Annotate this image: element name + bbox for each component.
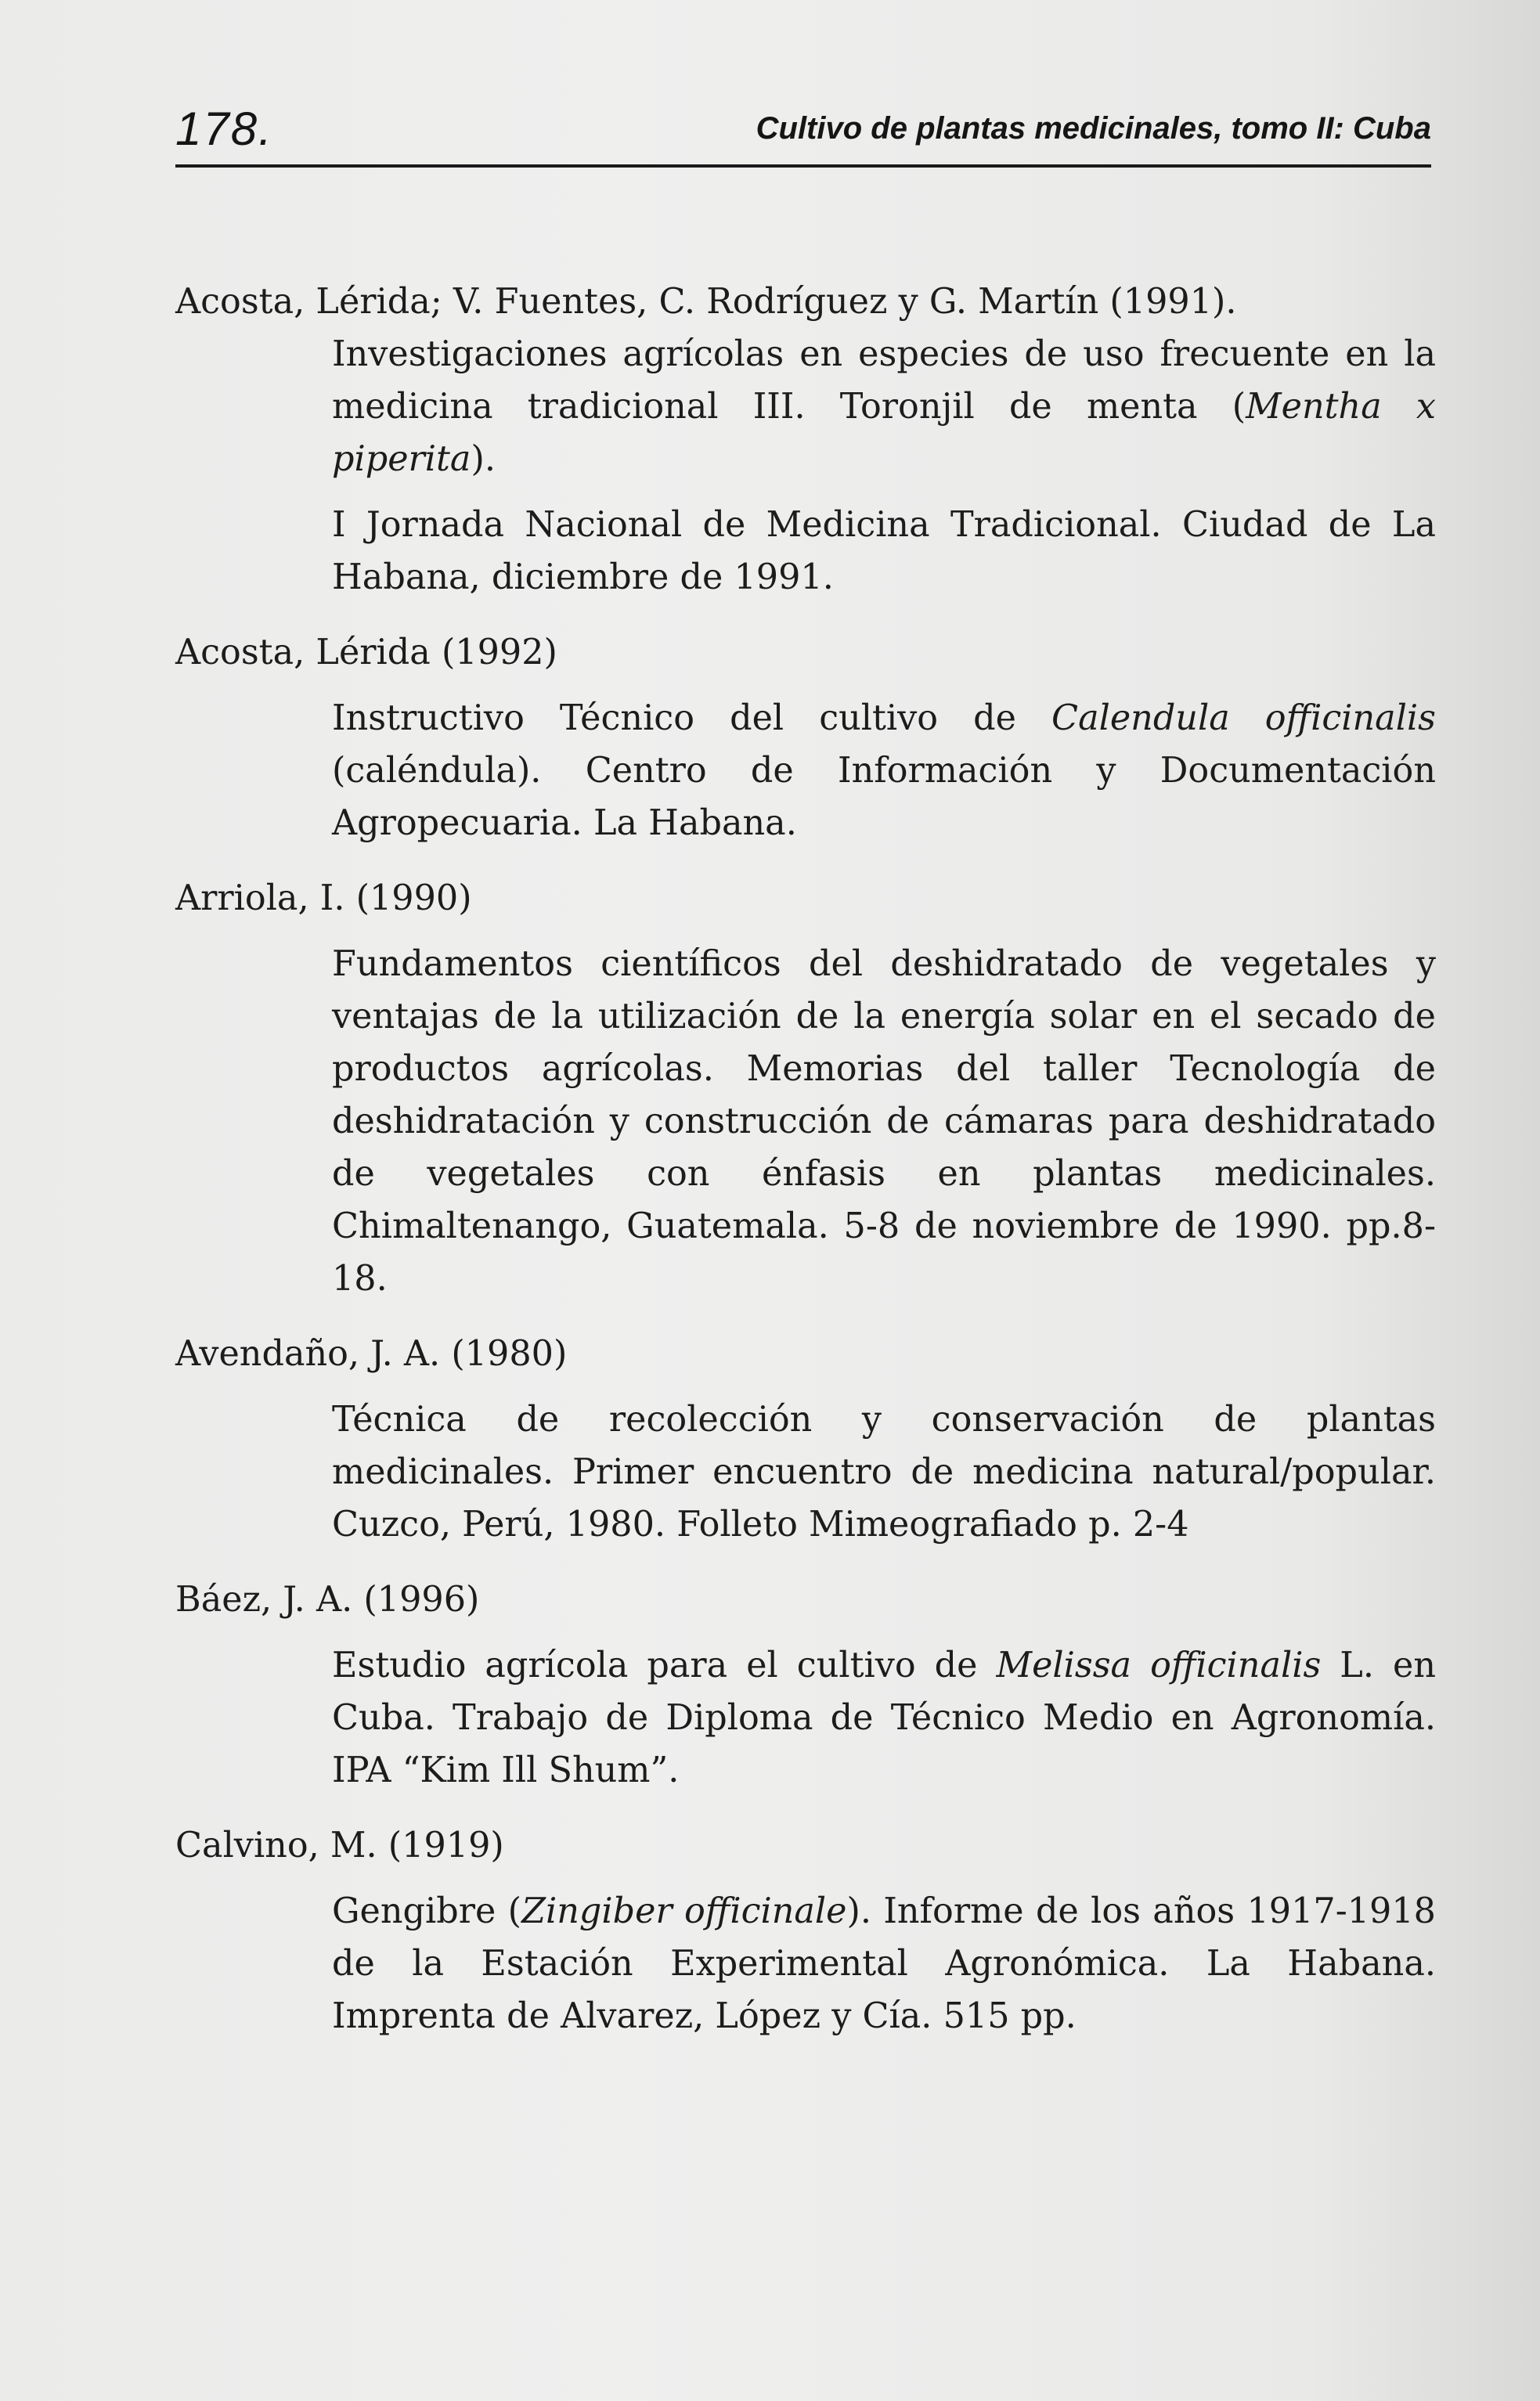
reference-list <box>175 276 1436 2065</box>
reference-text: Fundamentos científicos del deshidratado de vegetales y ventajas de la utilización de la energía solar en el secado de productos agrícolas. Memorias del taller Tecnología de deshidratación y construcción de cámaras para deshidratado de vegetales con énfasis en plantas medicinales. Chimaltenango, Guatemala. 5-8 de noviembre de 1990. pp.8-18. <box>332 944 1436 1299</box>
reference-text: Estudio agrícola para el cultivo de Melissa officinalis L. en Cuba. Trabajo de Diploma de Técnico Medio en Agronomía. IPA “Kim Ill Shum”. <box>332 1646 1436 1790</box>
reference-author: Calvino, M. (1919) <box>175 1826 504 1866</box>
reference-entry <box>175 1819 1436 2042</box>
reference-entry <box>175 1574 1436 1797</box>
reference-text: I Jornada Nacional de Medicina Tradicional. Ciudad de La Habana, diciembre de 1991. <box>332 505 1436 597</box>
reference-text: Gengibre (Zingiber officinale). Informe de los años 1917-1918 de la Estación Experimental Agronómica. La Habana. Imprenta de Alvarez, López y Cía. 515 pp. <box>332 1891 1436 2036</box>
reference-author: Acosta, Lérida (1992) <box>175 633 557 672</box>
reference-entry <box>175 626 1436 849</box>
reference-author: Acosta, Lérida; V. Fuentes, C. Rodríguez y G. Martín (1991). <box>175 282 1237 322</box>
reference-text: Técnica de recolección y conservación de plantas medicinales. Primer encuentro de medicina natural/popular. Cuzco, Perú, 1980. Folleto Mimeografiado p. 2-4 <box>332 1400 1436 1545</box>
reference-entry <box>175 872 1436 1305</box>
page-header <box>175 94 1431 168</box>
reference-author: Arriola, I. (1990) <box>175 878 472 918</box>
species-name: Zingiber officinale <box>521 1891 847 1931</box>
reference-entry <box>175 1328 1436 1551</box>
species-name: Melissa officinalis <box>996 1646 1322 1685</box>
reference-text: Instructivo Técnico del cultivo de Calendula officinalis (caléndula). Centro de Información y Documentación Agropecuaria. La Habana. <box>332 698 1436 843</box>
page-number: 178. <box>175 103 273 155</box>
species-name: Mentha x piperita <box>332 387 1436 479</box>
reference-author: Avendaño, J. A. (1980) <box>175 1334 568 1374</box>
reference-entry <box>175 276 1436 604</box>
species-name: Calendula officinalis <box>1051 698 1436 738</box>
running-title: Cultivo de plantas medicinales, tomo II: Cuba <box>756 111 1431 146</box>
reference-text: Investigaciones agrícolas en especies de uso frecuente en la medicina tradicional III. Toronjil de menta (Mentha x piperita). <box>332 334 1436 479</box>
reference-author: Báez, J. A. (1996) <box>175 1580 480 1620</box>
